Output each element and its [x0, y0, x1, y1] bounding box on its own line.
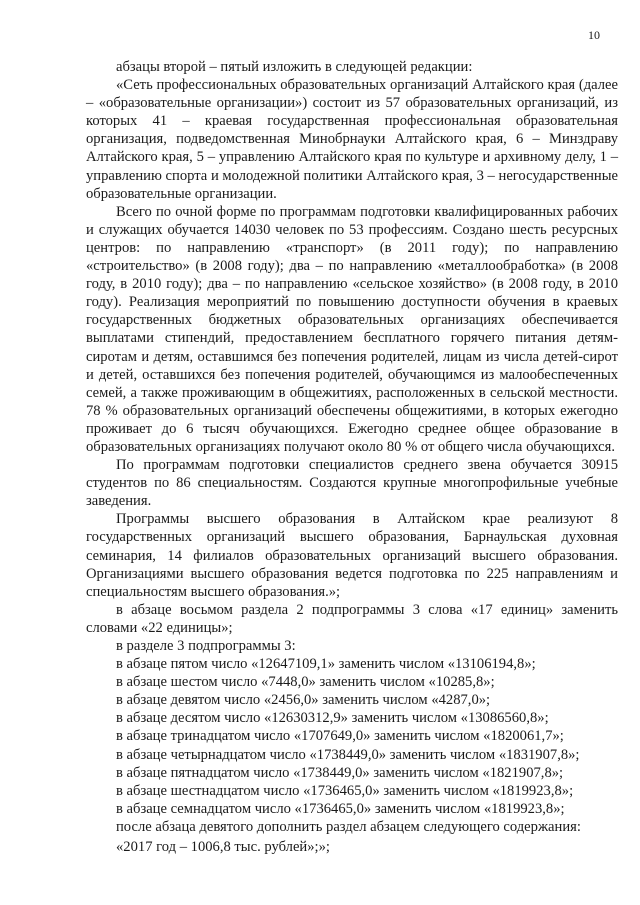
paragraph-amendment-section2: в абзаце восьмом раздела 2 подпрограммы 3 слова «17 единиц» заменить словами «22 единицы»;: [86, 601, 618, 636]
document-body: [86, 58, 618, 856]
page-number: 10: [588, 28, 600, 42]
paragraph-network: «Сеть профессиональных образовательных организаций Алтайского края (далее – «образовательные организации») состоит из 57 образовательных организаций, из которых 41 – краевая государственная профессиональная образовательная организация, подведомственная Минобрнауки Алтайского края, 6 – Минздраву Алтайского края, 5 – управлению Алтайского края по культуре и архивному делу, 1 – управлению спорта и молодежной политики Алтайского края, 3 – негосударственные образовательные организации.: [86, 77, 618, 202]
list-item: в абзаце пятнадцатом число «1738449,0» заменить числом «1821907,8»;: [116, 764, 564, 781]
paragraph-intro: абзацы второй – пятый изложить в следующей редакции:: [116, 59, 473, 75]
paragraph-specialists: По программам подготовки специалистов среднего звена обучается 30915 студентов по 86 специальностям. Создаются крупные многопрофильные учебные заведения.: [86, 457, 618, 510]
paragraph-addition: после абзаца девятого дополнить раздел абзацем следующего содержания:: [116, 818, 581, 835]
list-item: в абзаце четырнадцатом число «1738449,0» заменить числом «1831907,8»;: [116, 746, 580, 763]
paragraph-resource-centers: Всего по очной форме по программам подготовки квалифицированных рабочих и служащих обучается 14030 человек по 53 профессиям. Создано шесть ресурсных центров: по направлению «транспорт» (в 2011 году); по направлению «строительство» (в 2008 году); два – по направлению «металлообработка» (в 2008 году, в 2010 году); два – по направлению «сельское хозяйство» (в 2008 году, в 2010 году). Реализация мероприятий по повышению доступности обучения в краевых государственных бюджетных образовательных организациях обеспечивается выплатами стипендий, предоставлением бесплатного горячего питания детям-сиротам и детям, оставшимся без попечения родителей, лицам из числа детей-сирот и детей, оставшихся без попечения родителей, обучающимся из малообеспеченных семей, а также проживающим в общежитиях, расположенных в сельской местности. 78 % образовательных организаций обеспечены общежитиями, в которых ежегодно проживает до 6 тысяч обучающихся. Ежегодно среднее общее образование в образовательных организациях получают около 80 % от общего числа обучающихся.: [86, 203, 618, 455]
list-item: в абзаце шестнадцатом число «1736465,0» заменить числом «1819923,8»;: [116, 782, 574, 799]
paragraph-higher-education: Программы высшего образования в Алтайском крае реализуют 8 государственных организаций высшего образования, Барнаульская духовная семинария, 14 филиалов образовательных организаций высшего образования. Организациями высшего образования ведется подготовка по 225 направлениям и специальностям высшего образования.»;: [86, 511, 618, 600]
list-item: в абзаце пятом число «12647109,1» заменить числом «13106194,8»;: [116, 656, 536, 673]
list-item: в абзаце тринадцатом число «1707649,0» заменить числом «1820061,7»;: [116, 728, 564, 745]
list-item: в абзаце десятом число «12630312,9» заменить числом «13086560,8»;: [116, 710, 549, 727]
list-item: в абзаце девятом число «2456,0» заменить числом «4287,0»;: [116, 692, 491, 709]
list-item: в абзаце шестом число «7448,0» заменить числом «10285,8»;: [116, 674, 495, 691]
list-item: в абзаце семнадцатом число «1736465,0» заменить числом «1819923,8»;: [116, 800, 565, 817]
list-intro: в разделе 3 подпрограммы 3:: [116, 638, 296, 654]
paragraph-quote: «2017 год – 1006,8 тыс. рублей»;»;: [116, 839, 330, 856]
